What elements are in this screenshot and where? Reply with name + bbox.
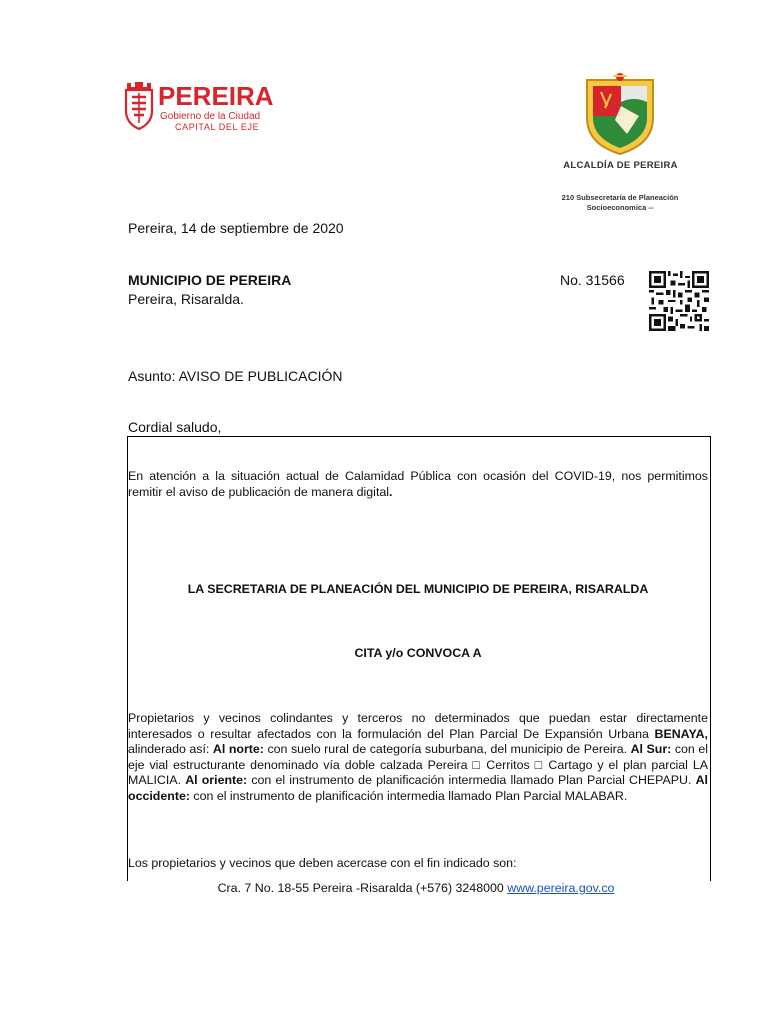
intro-end: . <box>389 484 393 499</box>
plan-name: BENAYA, <box>654 726 708 741</box>
website-link[interactable]: www.pereira.gov.co <box>507 881 615 895</box>
subsecretaria-line-2: Socioeconomica -- <box>586 203 654 212</box>
shield-caption: ALCALDÍA DE PEREIRA <box>563 160 678 171</box>
sur-text: con el eje vial estructurante denominado vía doble calzada Pereira □ Cerritos □ Cartago y el plan parcial LA MALICIA. <box>128 742 708 788</box>
p1-text-b: alinderado así: <box>128 742 213 757</box>
pereira-logo <box>124 73 274 135</box>
notice-subheading: CITA y/o CONVOCA A <box>354 646 482 660</box>
logo-wordmark: PEREIRA <box>158 81 274 111</box>
coat-of-arms-icon <box>583 72 657 156</box>
recipient-city: Pereira, Risaralda. <box>128 291 244 307</box>
greeting: Cordial saludo, <box>128 419 222 435</box>
boundaries-paragraph <box>128 711 708 805</box>
page-footer <box>0 881 768 895</box>
intro-text: En atención a la situación actual de Calamidad Pública con ocasión del COVID-19, nos permitimos remitir el aviso de publicación de manera digital <box>128 469 708 499</box>
occidente-label: Al occidente: <box>128 773 708 803</box>
p1-text-a: Propietarios y vecinos colindantes y terceros no determinados que puedan estar directamente interesados o resultar afectados con la formulación del Plan Parcial De Expansión Urbana <box>128 711 708 741</box>
notice-heading: LA SECRETARIA DE PLANEACIÓN DEL MUNICIPIO DE PEREIRA, RISARALDA <box>187 582 649 596</box>
owners-paragraph: Los propietarios y vecinos que deben acercase con el fin indicado son: <box>128 856 517 870</box>
subsecretaria-line-1: 210 Subsecretaría de Planeación <box>561 193 679 202</box>
oriente-label: Al oriente: <box>185 773 248 788</box>
intro-paragraph <box>128 469 708 500</box>
footer-address: Cra. 7 No. 18-55 Pereira -Risaralda (+576) 3248000 <box>217 881 508 895</box>
subject-line: Asunto: AVISO DE PUBLICACIÓN <box>128 368 343 384</box>
city-emblem-icon <box>124 79 154 131</box>
norte-label: Al norte: <box>212 742 264 757</box>
sur-label: Al Sur: <box>630 742 672 757</box>
qr-code-icon <box>649 271 709 331</box>
oriente-text: con el instrumento de planificación intermedia llamado Plan Parcial CHEPAPU. <box>247 773 696 788</box>
logo-tagline: Gobierno de la Ciudad <box>160 111 261 122</box>
logo-slogan: CAPITAL DEL EJE <box>175 122 260 132</box>
recipient-name: MUNICIPIO DE PEREIRA <box>128 272 292 288</box>
letter-date: Pereira, 14 de septiembre de 2020 <box>128 220 344 236</box>
document-number: No. 31566 <box>560 272 625 288</box>
occidente-text: con el instrumento de planificación intermedia llamado Plan Parcial MALABAR. <box>189 788 628 803</box>
norte-text: con suelo rural de categoría suburbana, del municipio de Pereira. <box>263 742 631 757</box>
subsecretaria-label <box>550 193 690 213</box>
